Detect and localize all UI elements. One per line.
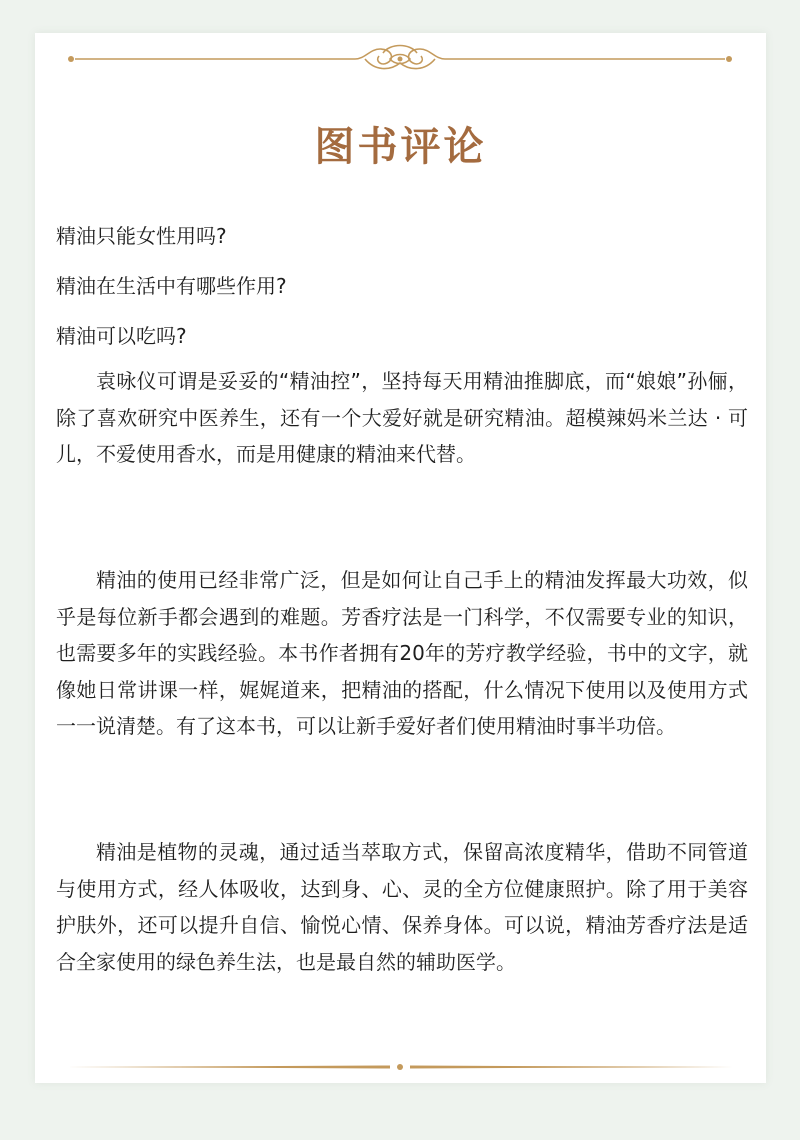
question-list: [56, 211, 746, 361]
review-card: [35, 33, 766, 1083]
line-divider-icon: [65, 1059, 735, 1075]
scroll-flourish-icon: [65, 41, 735, 77]
review-paragraph: 精油是植物的灵魂，通过适当萃取方式，保留高浓度精华，借助不同管道与使用方式，经人体吸收，达到身、心、灵的全方位健康照护。除了用于美容护肤外，还可以提升自信、愉悦心情、保养身体。可以说，精油芳香疗法是适合全家使用的绿色养生法，也是最自然的辅助医学。: [56, 840, 748, 974]
question-item: 精油可以吃吗?: [56, 324, 187, 348]
page-title: 图书评论: [314, 123, 487, 170]
review-paragraph: 袁咏仪可谓是妥妥的“精油控”，坚持每天用精油推脚底，而“娘娘”孙俪，除了喜欢研究中医养生，还有一个大爱好就是研究精油。超模辣妈米兰达 · 可儿，不爱使用香水，而是用健康的精油来代替。: [56, 369, 748, 466]
question-item: 精油在生活中有哪些作用?: [56, 274, 287, 298]
review-paragraph: 精油的使用已经非常广泛，但是如何让自己手上的精油发挥最大功效，似乎是每位新手都会遇到的难题。芳香疗法是一门科学，不仅需要专业的知识，也需要多年的实践经验。本书作者拥有20年的芳疗教学经验，书中的文字，就像她日常讲课一样，娓娓道来，把精油的搭配，什么情况下使用以及使用方式一一说清楚。有了这本书，可以让新手爱好者们使用精油时事半功倍。: [56, 568, 748, 738]
question-item: 精油只能女性用吗?: [56, 224, 227, 248]
